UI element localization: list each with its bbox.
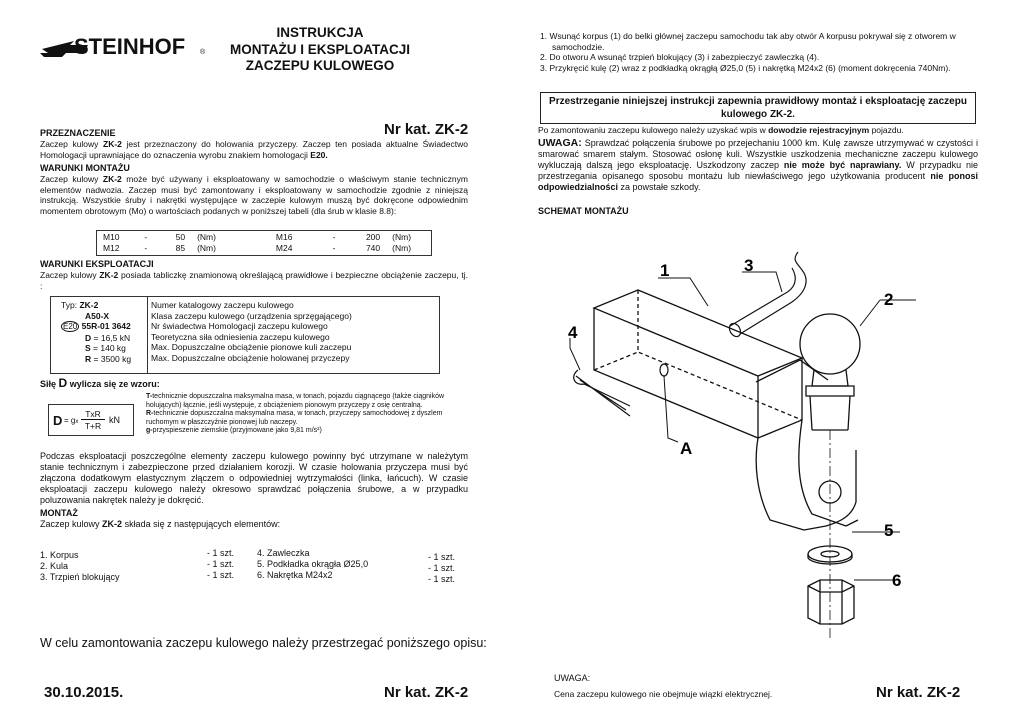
title-line-2: MONTAŻU I EKSPLOATACJI: [230, 41, 410, 57]
list-item: 6. Nakrętka M24x2: [257, 570, 333, 580]
footer-note-text: Cena zaczepu kulowego nie obejmuje wiązki elektrycznej.: [554, 689, 773, 699]
list-item: 2. Do otworu A wsunąć trzpień blokujący (3) i zabezpieczyć zawleczką (4).: [540, 52, 820, 62]
list-item: 1. Wsunąć korpus (1) do belki głównej zaczepu samochodu tak aby otwór A korpusu pokrywał się z otworem w samochodzie.: [540, 31, 956, 52]
document-title: [215, 25, 425, 75]
type-plate-table: [50, 296, 440, 374]
diagram-label-6: 6: [892, 571, 902, 590]
cotter-pin: [574, 370, 630, 416]
compliance-notice-box: Przestrzeganie niniejszej instrukcji zapewnia prawidłowy montaż i eksploatację zaczepu kulowego ZK-2.: [540, 92, 976, 124]
list-item: 3. Trzpień blokujący: [40, 572, 120, 582]
schema-heading: SCHEMAT MONTAŻU: [538, 206, 629, 216]
catalog-number-top: Nr kat. ZK-2: [384, 121, 469, 138]
tow-ball: [800, 314, 860, 430]
diagram-label-3: 3: [744, 256, 754, 275]
registration-note: Po zamontowaniu zaczepu kulowego należy uzyskać wpis w dowodzie rejestracyjnym pojazdu.: [538, 125, 904, 135]
parts-list-right: [257, 548, 427, 581]
mounting-steps: [540, 31, 976, 73]
document-date: 30.10.2015.: [44, 684, 124, 701]
nut: [808, 580, 854, 624]
assembly-heading: MONTAŻ: [40, 508, 78, 518]
mounting-conditions-heading: WARUNKI MONTAŻU: [40, 163, 130, 173]
mounting-diagram: [530, 230, 970, 640]
list-item: 3. Przykręcić kulę (2) wraz z podkładką okrągłą Ø25,0 (5) i nakrętką M24x2 (6) (moment dokręcenia 740Nm).: [540, 62, 951, 73]
logo-brand: STEINHOF: [74, 34, 186, 59]
list-item: 4. Zawleczka: [257, 548, 310, 558]
purpose-heading: PRZEZNACZENIE: [40, 128, 116, 138]
assembly-text: Zaczep kulowy ZK-2 składa się z następujących elementów:: [40, 519, 281, 529]
formula-legend: T-technicznie dopuszczalna maksymalna masa, w tonach, pojazdu ciągnącego (także ciągników holujących) łącznie, jeśli występuje, z obciążeniem pionowym przyczepy z osię centralną. R-technicznie dopuszczalna maksymalna masa, w tonach, przyczepy samochodowej z dyszlem ruchomym w płaszczyźnie pionowej lub naczepy. g-przyspieszenie ziemskie (przyjmowane jako 9,81 m/s²): [146, 393, 445, 434]
title-line-1: INSTRUKCJA: [276, 25, 364, 40]
warning-paragraph: UWAGA: Sprawdzać połączenia śrubowe po przejechaniu 1000 km. Kulę zawsze utrzymywać w czystości i smarować smarem stałym. Stosować osłonę kuli. Wszystkie uszkodzenia mechaniczne zaczepu kulowego wykluczają dalszą jego eksploatację. Uszkodzony zaczep nie może być naprawiany. W przypadku nie przestrzegania opisanego sposobu montażu lub niewłaściwego jego użytkowania producent nie ponosi odpowiedzialności za powstałe szkody.: [538, 137, 979, 192]
diagram-label-a: A: [680, 439, 693, 458]
table-row: M10 - 50 (Nm) M16 - 200 (Nm): [103, 232, 412, 242]
footer-note-label: UWAGA:: [554, 673, 591, 683]
formula-heading: Siłę D wylicza się ze wzoru:: [40, 376, 160, 390]
list-item: 2. Kula: [40, 561, 69, 571]
diagram-label-1: 1: [660, 261, 670, 280]
locking-pin: [727, 252, 806, 339]
operating-conditions-heading: WARUNKI EKSPLOATACJI: [40, 259, 154, 269]
list-item: 5. Podkładka okrągła Ø25,0: [257, 559, 369, 569]
type-plate-descriptions: Numer katalogowy zaczepu kulowego Klasa zaczepu kulowego (urządzenia sprzęgającego) Nr świadectwa Homologacji zaczepu kulowego Teoretyczna siła odniesienia zaczepu kulowego Max. Dopuszczalne obciążenie pionowe kuli zaczepu Max. Dopuszczalne obciążenie holowanej przyczepy: [151, 300, 352, 363]
mounting-conditions-text: Zaczep kulowy ZK-2 może być używany i eksploatowany w samochodzie o właściwym stanie technicznym elementów nadwozia. Zaczep musi być zamontowany i eksploatowany w samochodzie zgodnie z niniejszą instrukcją. Wszystkie śruby i nakrętki występujące w zaczepie kulowym muszą być dokręcone odpowiednim momentem obrotowym (Mo) o wartościach podanych w poniższej tabeli (dla śrub w klasie 8.8):: [40, 174, 468, 216]
diagram-label-4: 4: [568, 323, 578, 342]
type-plate-values: Typ: ZK-2 A50-X E20 55R-01 3642 D = 16,5 kN S = 140 kg R = 3500 kg: [61, 300, 132, 364]
formula-box: D = gx TxR T+R kN: [48, 404, 134, 436]
parts-qty-right: - 1 szt. - 1 szt. - 1 szt.: [428, 552, 456, 584]
diagram-label-2: 2: [884, 290, 894, 309]
operating-conditions-text: Zaczep kulowy ZK-2 posiada tabliczkę znamionową określającą prawidłowe i bezpieczne obciążenie zaczepu, tj. :: [40, 270, 468, 291]
mounting-instruction-intro: W celu zamontowania zaczepu kulowego należy przestrzegać poniższego opisu:: [40, 636, 487, 650]
catalog-number-bottom-left: Nr kat. ZK-2: [384, 684, 469, 701]
torque-table: [96, 230, 432, 256]
list-item: 1. Korpus: [40, 550, 79, 560]
catalog-number-bottom-right: Nr kat. ZK-2: [876, 684, 961, 701]
table-row: M12 - 85 (Nm) M24 - 740 (Nm): [103, 243, 412, 253]
e20-mark: E20: [63, 322, 78, 331]
diagram-label-5: 5: [884, 521, 894, 540]
towing-paragraph: Podczas eksploatacji poszczególne elementy zaczepu kulowego powinny być utrzymane w należytym stanie technicznym i zabezpieczone przed działaniem korozji. W czasie holowania przyczepa musi być złączona dodatkowym elastycznym złączem o odpowiedniej wytrzymałości (linka, łańcuch). W czasie eksploatacji zaczepu kulowego należy okresowo sprawdzać połączenia śrubowe, a w przypadku poluzowania nakrętek należy je dokręcić.: [40, 451, 468, 505]
title-line-3: ZACZEPU KULOWEGO: [245, 58, 395, 73]
logo-registered: ®: [200, 49, 206, 56]
purpose-text: Zaczep kulowy ZK-2 jest przeznaczony do holowania przyczepy. Zaczep ten posiada aktualne Świadectwo Homologacji uprawniające do oznaczenia wyrobu znakiem homologacji E20.: [40, 139, 468, 160]
parts-qty-left: - 1 szt. - 1 szt. - 1 szt.: [207, 548, 235, 580]
steinhof-logo: [40, 32, 208, 62]
tow-bar-body: [594, 290, 858, 530]
